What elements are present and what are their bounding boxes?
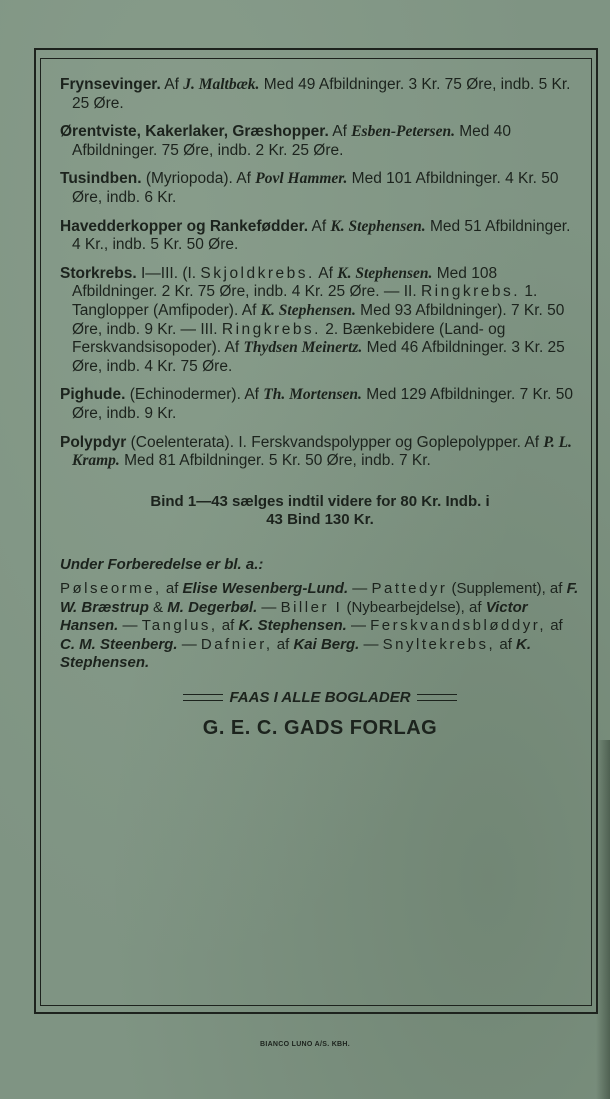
preparation-heading: Under Forberedelse er bl. a.: [60, 555, 264, 573]
bind-offer-line: 43 Bind 130 Kr. [266, 511, 374, 529]
entry-author: J. Maltbæk. [183, 76, 260, 93]
entry-title: Polypdyr [60, 433, 127, 451]
bind-offer-line: Bind 1—43 sælges indtil videre for 80 Kr. Indb. i [150, 492, 490, 510]
entry-author: K. Stephensen. [337, 264, 433, 282]
entry-title: Tusindben. [60, 170, 142, 188]
subvolume-name: Ringkrebs. [221, 320, 321, 338]
entry-title: Ørentviste, Kakerlaker, Græshopper. [60, 123, 329, 141]
entry-author: Thydsen Meinertz. [243, 339, 363, 357]
entry-polypdyr: Polypdyr (Coelenterata). I. Ferskvandspolypper og Goplepolypper. Af P. L. Kramp. Med 81 Afbildninger. 5 Kr. 50 Øre, indb. 7 Kr. [60, 433, 572, 470]
subvolume-name: Skjoldkrebs. [200, 264, 315, 282]
entry-author: P. L. Kramp. [72, 433, 572, 470]
catalogue-content [60, 76, 580, 738]
entry-frynsevinger: Frynsevinger. Af J. Maltbæk. Med 49 Afbildninger. 3 Kr. 75 Øre, indb. 5 Kr. 25 Øre. [60, 76, 571, 112]
subvolume-name: Ringkrebs. [420, 283, 521, 301]
entry-title: Pighude. [60, 386, 126, 404]
entry-havedderkopper: Havedderkopper og Rankefødder. Af K. Stephensen. Med 51 Afbildninger. 4 Kr., indb. 5 Kr. 50 Øre. [60, 217, 571, 254]
edge-wear [596, 740, 610, 1099]
printer-mark: BIANCO LUNO A/S. KBH. [259, 1041, 351, 1048]
entry-tusindben: Tusindben. (Myriopoda). Af Povl Hammer. Med 101 Afbildninger. 4 Kr. 50 Øre, indb. 6 Kr. [60, 170, 559, 206]
entry-author: K. Stephensen. [330, 217, 426, 235]
sale-notice [60, 689, 580, 708]
entry-author: Povl Hammer. [255, 170, 348, 188]
entry-title: Storkrebs. [60, 264, 137, 282]
entry-author: Th. Mortensen. [263, 386, 362, 404]
publisher-name: G. E. C. GADS FORLAG [202, 717, 438, 740]
decorative-rule [183, 694, 223, 701]
entry-orentviste: Ørentviste, Kakerlaker, Græshopper. Af Esben-Petersen. Med 40 Afbildninger. 75 Øre, indb. 2 Kr. 25 Øre. [60, 123, 511, 159]
decorative-rule [417, 694, 457, 701]
entry-author: K. Stephensen. [260, 301, 356, 319]
entry-title: Frynsevinger. [60, 76, 161, 93]
entry-pighude: Pighude. (Echinodermer). Af Th. Mortensen. Med 129 Afbildninger. 7 Kr. 50 Øre, indb. 9 Kr. [60, 386, 574, 422]
entry-title: Havedderkopper og Rankefødder. [60, 217, 309, 235]
entry-author: Esben-Petersen. [351, 123, 455, 141]
bind-offer [60, 493, 580, 530]
preparation-list: Pølseorme, af Elise Wesenberg-Lund. — Pattedyr (Supplement), af F. W. Bræstrup & M. Degerbøl. — Biller I (Nybearbejdelse), af Victor Hansen. — Tanglus, af K. Stephensen. — Ferskvandsbløddyr, af C. M. Steenberg. — Dafnier, af Kai Berg. — Snyltekrebs, af K. Stephensen. [60, 580, 579, 672]
sale-notice-text: FAAS I ALLE BOGLADER [229, 688, 411, 706]
entry-storkrebs: Storkrebs. I—III. (I. Skjoldkrebs. Af K. Stephensen. Med 108 Afbildninger. 2 Kr. 75 Øre, indb. 4 Kr. 25 Øre. — II. Ringkrebs. 1. Tanglopper (Amfipoder). Af K. Stephensen. Med 93 Afbildninger). 7 Kr. 50 Øre, indb. 9 Kr. — III. Ringkrebs. 2. Bænkebidere (Land- og Ferskvandsisopoder). Af Thydsen Meinertz. Med 46 Afbildninger. 3 Kr. 25 Øre, indb. 4 Kr. 75 Øre. [60, 264, 565, 375]
